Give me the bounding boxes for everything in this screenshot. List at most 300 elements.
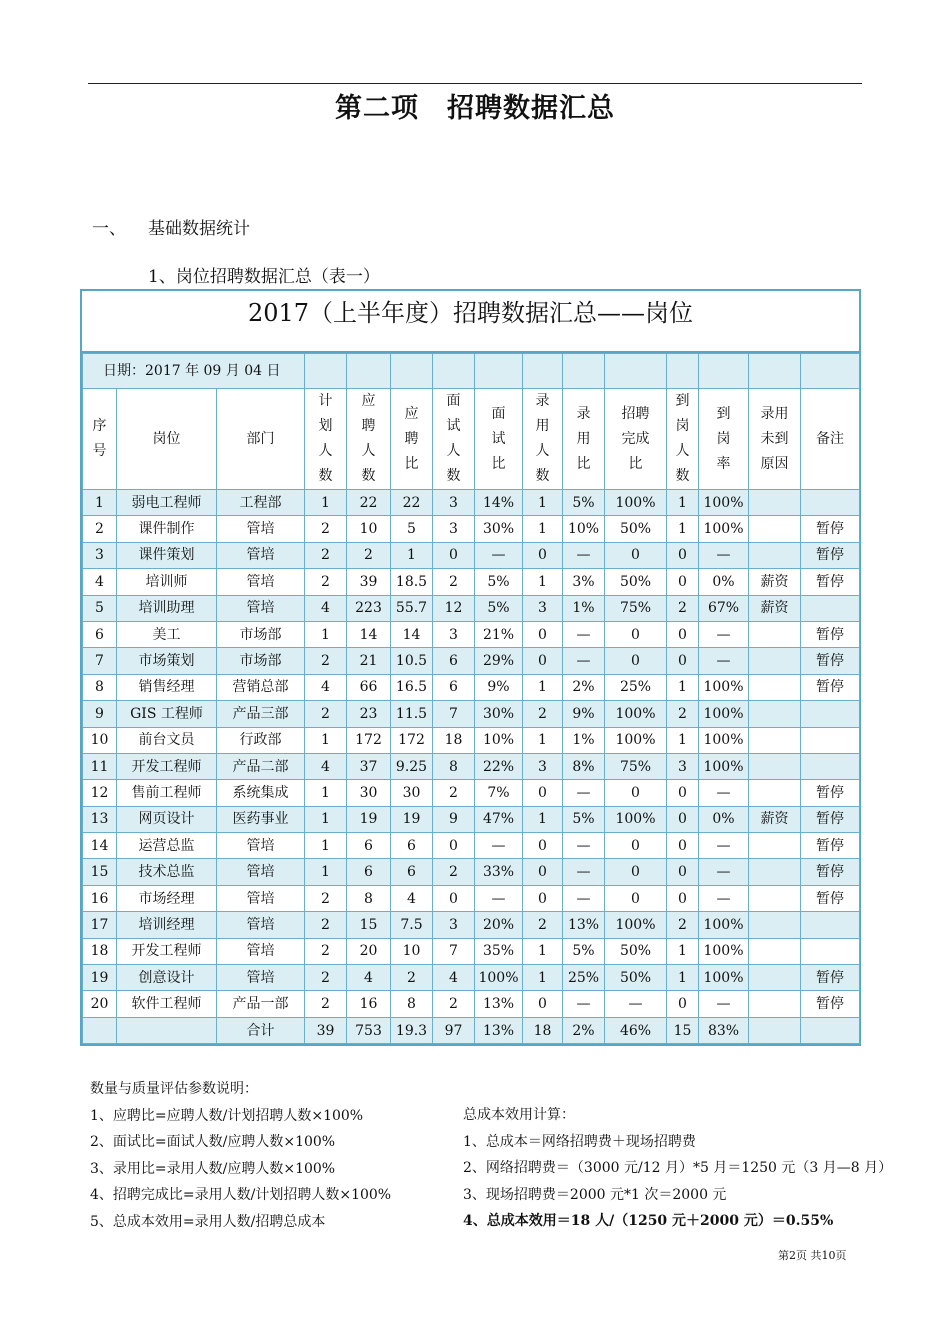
- cell-interview-ratio: 100%: [475, 965, 523, 991]
- cell-hire-ratio: 25%: [563, 965, 605, 991]
- cell-seq: 12: [83, 780, 117, 806]
- cell-seq: 2: [83, 516, 117, 542]
- section-title: 基础数据统计: [148, 219, 250, 239]
- cell-onboarded: 1: [667, 674, 699, 700]
- cell-planned: 2: [305, 542, 347, 568]
- cell-interview-ratio: 14%: [475, 490, 523, 516]
- cell-position: 开发工程师: [117, 938, 217, 964]
- cell-department: 系统集成: [217, 780, 305, 806]
- header-interview-ratio: 面试比: [475, 389, 523, 490]
- cell-interview-ratio: 10%: [475, 727, 523, 753]
- cell-planned: 2: [305, 569, 347, 595]
- cell-interview-ratio: 30%: [475, 701, 523, 727]
- cell-department: 管培: [217, 542, 305, 568]
- cell-completion-ratio: 50%: [605, 938, 667, 964]
- table-row: [83, 727, 860, 753]
- cell-department: 产品一部: [217, 991, 305, 1017]
- cell-interview-ratio: 35%: [475, 938, 523, 964]
- cell-hired: 0: [523, 648, 563, 674]
- cell-applicants: 21: [347, 648, 391, 674]
- cell-remarks: 暂停: [801, 648, 860, 674]
- total-completion-ratio: 46%: [605, 1017, 667, 1043]
- total-apply-ratio: 19.3: [391, 1017, 433, 1043]
- cell-onboard-rate: —: [699, 621, 749, 647]
- cell-unfilled-reason: [749, 727, 801, 753]
- cell-onboarded: 1: [667, 490, 699, 516]
- cell-applicants: 6: [347, 859, 391, 885]
- cell-applicants: 30: [347, 780, 391, 806]
- cell-onboard-rate: —: [699, 780, 749, 806]
- parameter-notes: [90, 1076, 391, 1235]
- cell-seq: 3: [83, 542, 117, 568]
- cell-completion-ratio: 25%: [605, 674, 667, 700]
- cell-onboarded: 2: [667, 701, 699, 727]
- cell-apply-ratio: 19: [391, 806, 433, 832]
- table-row: [83, 780, 860, 806]
- cost-line: 2、网络招聘费＝（3000 元/12 月）*5 月＝1250 元（3 月—8 月）: [463, 1160, 893, 1176]
- cell-interview-ratio: 5%: [475, 595, 523, 621]
- cell-remarks: [801, 938, 860, 964]
- total-position: [117, 1017, 217, 1043]
- cell-interviewees: 3: [433, 516, 475, 542]
- cell-completion-ratio: 50%: [605, 965, 667, 991]
- cell-department: 产品三部: [217, 701, 305, 727]
- cell-interviewees: 6: [433, 674, 475, 700]
- cell-apply-ratio: 9.25: [391, 753, 433, 779]
- cell-interviewees: 2: [433, 780, 475, 806]
- cell-hire-ratio: 13%: [563, 912, 605, 938]
- cell-applicants: 37: [347, 753, 391, 779]
- cell-interview-ratio: 5%: [475, 569, 523, 595]
- cost-line: 4、总成本效用＝18 人/（1250 元＋2000 元）＝0.55%: [463, 1213, 834, 1229]
- cell-hired: 0: [523, 833, 563, 859]
- cell-hire-ratio: 5%: [563, 806, 605, 832]
- cell-apply-ratio: 22: [391, 490, 433, 516]
- cell-unfilled-reason: [749, 490, 801, 516]
- cell-hired: 1: [523, 938, 563, 964]
- total-seq: [83, 1017, 117, 1043]
- date-row: [83, 354, 860, 389]
- page-title: 第二项 招聘数据汇总: [335, 93, 615, 124]
- cell-onboarded: 1: [667, 938, 699, 964]
- cell-apply-ratio: 5: [391, 516, 433, 542]
- cell-planned: 1: [305, 833, 347, 859]
- cell-hired: 2: [523, 701, 563, 727]
- cell-onboard-rate: —: [699, 859, 749, 885]
- cell-unfilled-reason: [749, 701, 801, 727]
- total-hire-ratio: 2%: [563, 1017, 605, 1043]
- cell-unfilled-reason: 薪资: [749, 806, 801, 832]
- cell-planned: 1: [305, 806, 347, 832]
- cell-seq: 5: [83, 595, 117, 621]
- total-interviewees: 97: [433, 1017, 475, 1043]
- table-row: [83, 991, 860, 1017]
- cell-position: 课件策划: [117, 542, 217, 568]
- cell-position: 前台文员: [117, 727, 217, 753]
- cell-unfilled-reason: [749, 965, 801, 991]
- cell-unfilled-reason: [749, 833, 801, 859]
- cell-hire-ratio: 1%: [563, 595, 605, 621]
- cell-department: 营销总部: [217, 674, 305, 700]
- cell-position: 技术总监: [117, 859, 217, 885]
- cell-onboarded: 0: [667, 859, 699, 885]
- cell-onboarded: 2: [667, 595, 699, 621]
- cell-position: 培训师: [117, 569, 217, 595]
- cell-hired: 1: [523, 674, 563, 700]
- cell-applicants: 22: [347, 490, 391, 516]
- cell-hire-ratio: 9%: [563, 701, 605, 727]
- cell-completion-ratio: —: [605, 991, 667, 1017]
- cell-interview-ratio: 20%: [475, 912, 523, 938]
- cell-hire-ratio: —: [563, 542, 605, 568]
- cell-completion-ratio: 0: [605, 833, 667, 859]
- cell-seq: 17: [83, 912, 117, 938]
- recruitment-summary-table: [80, 289, 861, 1046]
- cell-position: 培训经理: [117, 912, 217, 938]
- cell-seq: 16: [83, 885, 117, 911]
- cell-seq: 15: [83, 859, 117, 885]
- cell-department: 管培: [217, 833, 305, 859]
- cell-applicants: 23: [347, 701, 391, 727]
- cell-apply-ratio: 18.5: [391, 569, 433, 595]
- cell-seq: 11: [83, 753, 117, 779]
- cell-planned: 2: [305, 701, 347, 727]
- cell-interviewees: 7: [433, 701, 475, 727]
- table-row: [83, 569, 860, 595]
- cell-hire-ratio: 3%: [563, 569, 605, 595]
- cell-unfilled-reason: [749, 885, 801, 911]
- cell-apply-ratio: 1: [391, 542, 433, 568]
- cell-unfilled-reason: [749, 674, 801, 700]
- cell-department: 管培: [217, 885, 305, 911]
- cell-apply-ratio: 6: [391, 859, 433, 885]
- cell-applicants: 20: [347, 938, 391, 964]
- cell-department: 管培: [217, 912, 305, 938]
- cell-seq: 13: [83, 806, 117, 832]
- cell-unfilled-reason: [749, 938, 801, 964]
- cell-completion-ratio: 50%: [605, 569, 667, 595]
- cell-department: 行政部: [217, 727, 305, 753]
- cell-onboarded: 0: [667, 542, 699, 568]
- cell-unfilled-reason: [749, 621, 801, 647]
- cell-applicants: 8: [347, 885, 391, 911]
- cell-onboarded: 0: [667, 885, 699, 911]
- cell-planned: 1: [305, 621, 347, 647]
- cell-apply-ratio: 16.5: [391, 674, 433, 700]
- cell-hire-ratio: 5%: [563, 490, 605, 516]
- table-row: [83, 885, 860, 911]
- table-row: [83, 912, 860, 938]
- cell-planned: 1: [305, 859, 347, 885]
- cell-hire-ratio: —: [563, 991, 605, 1017]
- cell-unfilled-reason: [749, 912, 801, 938]
- cell-hire-ratio: —: [563, 648, 605, 674]
- cell-completion-ratio: 0: [605, 648, 667, 674]
- cell-unfilled-reason: [749, 753, 801, 779]
- cell-completion-ratio: 100%: [605, 701, 667, 727]
- cell-hired: 1: [523, 490, 563, 516]
- cell-hired: 2: [523, 912, 563, 938]
- cell-applicants: 10: [347, 516, 391, 542]
- header-onboarded: 到岗人数: [667, 389, 699, 490]
- cell-interviewees: 2: [433, 859, 475, 885]
- header-hire-ratio: 录用比: [563, 389, 605, 490]
- table-row: [83, 621, 860, 647]
- cell-seq: 9: [83, 701, 117, 727]
- cell-seq: 10: [83, 727, 117, 753]
- cell-interview-ratio: 29%: [475, 648, 523, 674]
- table-row: [83, 806, 860, 832]
- cell-onboarded: 0: [667, 648, 699, 674]
- cell-position: 市场经理: [117, 885, 217, 911]
- header-position: 岗位: [117, 389, 217, 490]
- cell-onboard-rate: 100%: [699, 912, 749, 938]
- cell-completion-ratio: 75%: [605, 595, 667, 621]
- cell-completion-ratio: 0: [605, 885, 667, 911]
- table-row: [83, 833, 860, 859]
- cell-applicants: 4: [347, 965, 391, 991]
- cell-apply-ratio: 55.7: [391, 595, 433, 621]
- cell-completion-ratio: 100%: [605, 912, 667, 938]
- cell-planned: 4: [305, 753, 347, 779]
- cell-interview-ratio: 7%: [475, 780, 523, 806]
- cell-onboard-rate: 0%: [699, 806, 749, 832]
- cell-planned: 2: [305, 516, 347, 542]
- cell-onboard-rate: —: [699, 885, 749, 911]
- cell-apply-ratio: 2: [391, 965, 433, 991]
- cell-onboarded: 2: [667, 912, 699, 938]
- total-applicants: 753: [347, 1017, 391, 1043]
- cell-hired: 0: [523, 542, 563, 568]
- cell-position: 创意设计: [117, 965, 217, 991]
- cell-apply-ratio: 11.5: [391, 701, 433, 727]
- total-hired: 18: [523, 1017, 563, 1043]
- cell-remarks: [801, 595, 860, 621]
- cell-position: 运营总监: [117, 833, 217, 859]
- cell-completion-ratio: 0: [605, 780, 667, 806]
- table-row: [83, 490, 860, 516]
- cell-hired: 1: [523, 727, 563, 753]
- cell-department: 产品二部: [217, 753, 305, 779]
- note-line: 数量与质量评估参数说明：: [90, 1081, 258, 1097]
- cell-apply-ratio: 6: [391, 833, 433, 859]
- cell-unfilled-reason: [749, 542, 801, 568]
- note-line: 2、面试比=面试人数/应聘人数×100%: [90, 1134, 336, 1150]
- table-row: [83, 674, 860, 700]
- cell-hire-ratio: —: [563, 621, 605, 647]
- cell-hired: 0: [523, 991, 563, 1017]
- cell-onboard-rate: —: [699, 542, 749, 568]
- cell-hired: 0: [523, 621, 563, 647]
- cell-onboard-rate: 100%: [699, 753, 749, 779]
- cell-hired: 1: [523, 965, 563, 991]
- cell-interviewees: 4: [433, 965, 475, 991]
- data-grid: [82, 353, 860, 1044]
- cell-applicants: 19: [347, 806, 391, 832]
- cell-onboard-rate: —: [699, 991, 749, 1017]
- header-seq: 序号: [83, 389, 117, 490]
- cell-remarks: [801, 701, 860, 727]
- total-department: 合计: [217, 1017, 305, 1043]
- cell-applicants: 2: [347, 542, 391, 568]
- cell-applicants: 223: [347, 595, 391, 621]
- cell-interview-ratio: 22%: [475, 753, 523, 779]
- cell-position: 美工: [117, 621, 217, 647]
- header-completion-ratio: 招聘完成比: [605, 389, 667, 490]
- cell-interview-ratio: 30%: [475, 516, 523, 542]
- cell-planned: 1: [305, 780, 347, 806]
- total-row: [83, 1017, 860, 1043]
- cell-onboard-rate: 100%: [699, 516, 749, 542]
- cell-onboard-rate: —: [699, 833, 749, 859]
- cell-remarks: 暂停: [801, 621, 860, 647]
- total-unfilled-reason: [749, 1017, 801, 1043]
- cell-remarks: [801, 912, 860, 938]
- cell-interviewees: 3: [433, 490, 475, 516]
- cell-position: 网页设计: [117, 806, 217, 832]
- cell-seq: 14: [83, 833, 117, 859]
- header-apply-ratio: 应聘比: [391, 389, 433, 490]
- cell-hired: 3: [523, 595, 563, 621]
- cell-seq: 19: [83, 965, 117, 991]
- cell-onboard-rate: 100%: [699, 965, 749, 991]
- cell-remarks: 暂停: [801, 542, 860, 568]
- header-onboard-rate: 到岗率: [699, 389, 749, 490]
- cell-interviewees: 0: [433, 833, 475, 859]
- cell-interviewees: 7: [433, 938, 475, 964]
- cell-interviewees: 9: [433, 806, 475, 832]
- table-row: [83, 753, 860, 779]
- cell-planned: 2: [305, 648, 347, 674]
- cell-onboarded: 0: [667, 833, 699, 859]
- header-department: 部门: [217, 389, 305, 490]
- top-rule: [88, 83, 862, 84]
- cell-onboarded: 0: [667, 806, 699, 832]
- cell-interview-ratio: —: [475, 833, 523, 859]
- cost-line: 1、总成本＝网络招聘费＋现场招聘费: [463, 1133, 696, 1150]
- cell-seq: 8: [83, 674, 117, 700]
- cell-interviewees: 3: [433, 621, 475, 647]
- cell-hire-ratio: 8%: [563, 753, 605, 779]
- cell-hire-ratio: —: [563, 833, 605, 859]
- total-onboarded: 15: [667, 1017, 699, 1043]
- cell-apply-ratio: 172: [391, 727, 433, 753]
- cell-onboarded: 1: [667, 965, 699, 991]
- header-planned: 计划人数: [305, 389, 347, 490]
- cell-planned: 4: [305, 674, 347, 700]
- cell-completion-ratio: 0: [605, 621, 667, 647]
- cell-planned: 2: [305, 965, 347, 991]
- cell-apply-ratio: 30: [391, 780, 433, 806]
- cell-interview-ratio: 9%: [475, 674, 523, 700]
- cell-department: 管培: [217, 569, 305, 595]
- cost-line: 3、现场招聘费＝2000 元*1 次＝2000 元: [463, 1186, 727, 1203]
- cell-completion-ratio: 100%: [605, 490, 667, 516]
- cell-hire-ratio: —: [563, 885, 605, 911]
- cell-interview-ratio: 21%: [475, 621, 523, 647]
- table-row: [83, 701, 860, 727]
- cell-planned: 1: [305, 727, 347, 753]
- cell-onboarded: 0: [667, 780, 699, 806]
- cell-remarks: 暂停: [801, 885, 860, 911]
- cell-applicants: 14: [347, 621, 391, 647]
- cell-department: 管培: [217, 595, 305, 621]
- cell-hired: 0: [523, 780, 563, 806]
- cell-hired: 1: [523, 806, 563, 832]
- cell-interviewees: 3: [433, 912, 475, 938]
- page-number: 第2页 共10页: [778, 1249, 847, 1262]
- cell-position: 开发工程师: [117, 753, 217, 779]
- cell-interview-ratio: 33%: [475, 859, 523, 885]
- cell-planned: 4: [305, 595, 347, 621]
- total-remarks: [801, 1017, 860, 1043]
- cell-seq: 4: [83, 569, 117, 595]
- cell-interviewees: 0: [433, 542, 475, 568]
- table-title: 2017（上半年度）招聘数据汇总——岗位: [82, 291, 859, 353]
- cell-interviewees: 6: [433, 648, 475, 674]
- cell-unfilled-reason: 薪资: [749, 569, 801, 595]
- note-line: 4、招聘完成比=录用人数/计划招聘人数×100%: [90, 1187, 392, 1203]
- note-line: 5、总成本效用=录用人数/招聘总成本: [90, 1213, 326, 1230]
- total-interview-ratio: 13%: [475, 1017, 523, 1043]
- date-label: 日期：2017 年 09 月 04 日: [83, 354, 305, 389]
- cell-completion-ratio: 0: [605, 542, 667, 568]
- cost-notes: [463, 1102, 892, 1235]
- cell-planned: 1: [305, 490, 347, 516]
- cell-interviewees: 2: [433, 569, 475, 595]
- cell-remarks: 暂停: [801, 991, 860, 1017]
- cell-interviewees: 8: [433, 753, 475, 779]
- cell-applicants: 15: [347, 912, 391, 938]
- cell-remarks: 暂停: [801, 859, 860, 885]
- note-line: 1、应聘比=应聘人数/计划招聘人数×100%: [90, 1107, 364, 1124]
- cell-department: 管培: [217, 965, 305, 991]
- header-applicants: 应聘人数: [347, 389, 391, 490]
- table-row: [83, 542, 860, 568]
- cell-apply-ratio: 10: [391, 938, 433, 964]
- cell-onboarded: 0: [667, 991, 699, 1017]
- cell-applicants: 66: [347, 674, 391, 700]
- cell-apply-ratio: 14: [391, 621, 433, 647]
- cell-department: 市场部: [217, 648, 305, 674]
- cell-applicants: 172: [347, 727, 391, 753]
- cell-position: 培训助理: [117, 595, 217, 621]
- table-row: [83, 595, 860, 621]
- cell-department: 管培: [217, 938, 305, 964]
- cell-planned: 2: [305, 885, 347, 911]
- cell-seq: 1: [83, 490, 117, 516]
- cell-onboarded: 1: [667, 727, 699, 753]
- cell-interview-ratio: 47%: [475, 806, 523, 832]
- cell-hire-ratio: 1%: [563, 727, 605, 753]
- cell-unfilled-reason: [749, 780, 801, 806]
- cell-unfilled-reason: 薪资: [749, 595, 801, 621]
- cell-remarks: 暂停: [801, 965, 860, 991]
- cell-apply-ratio: 4: [391, 885, 433, 911]
- cell-hired: 0: [523, 885, 563, 911]
- cell-department: 工程部: [217, 490, 305, 516]
- cell-onboard-rate: —: [699, 648, 749, 674]
- cell-onboarded: 3: [667, 753, 699, 779]
- table-row: [83, 516, 860, 542]
- cell-onboarded: 1: [667, 516, 699, 542]
- header-row: [83, 389, 860, 490]
- cell-completion-ratio: 100%: [605, 806, 667, 832]
- note-line: 3、录用比=录用人数/应聘人数×100%: [90, 1160, 336, 1177]
- cell-planned: 2: [305, 938, 347, 964]
- cell-hire-ratio: —: [563, 780, 605, 806]
- cell-completion-ratio: 50%: [605, 516, 667, 542]
